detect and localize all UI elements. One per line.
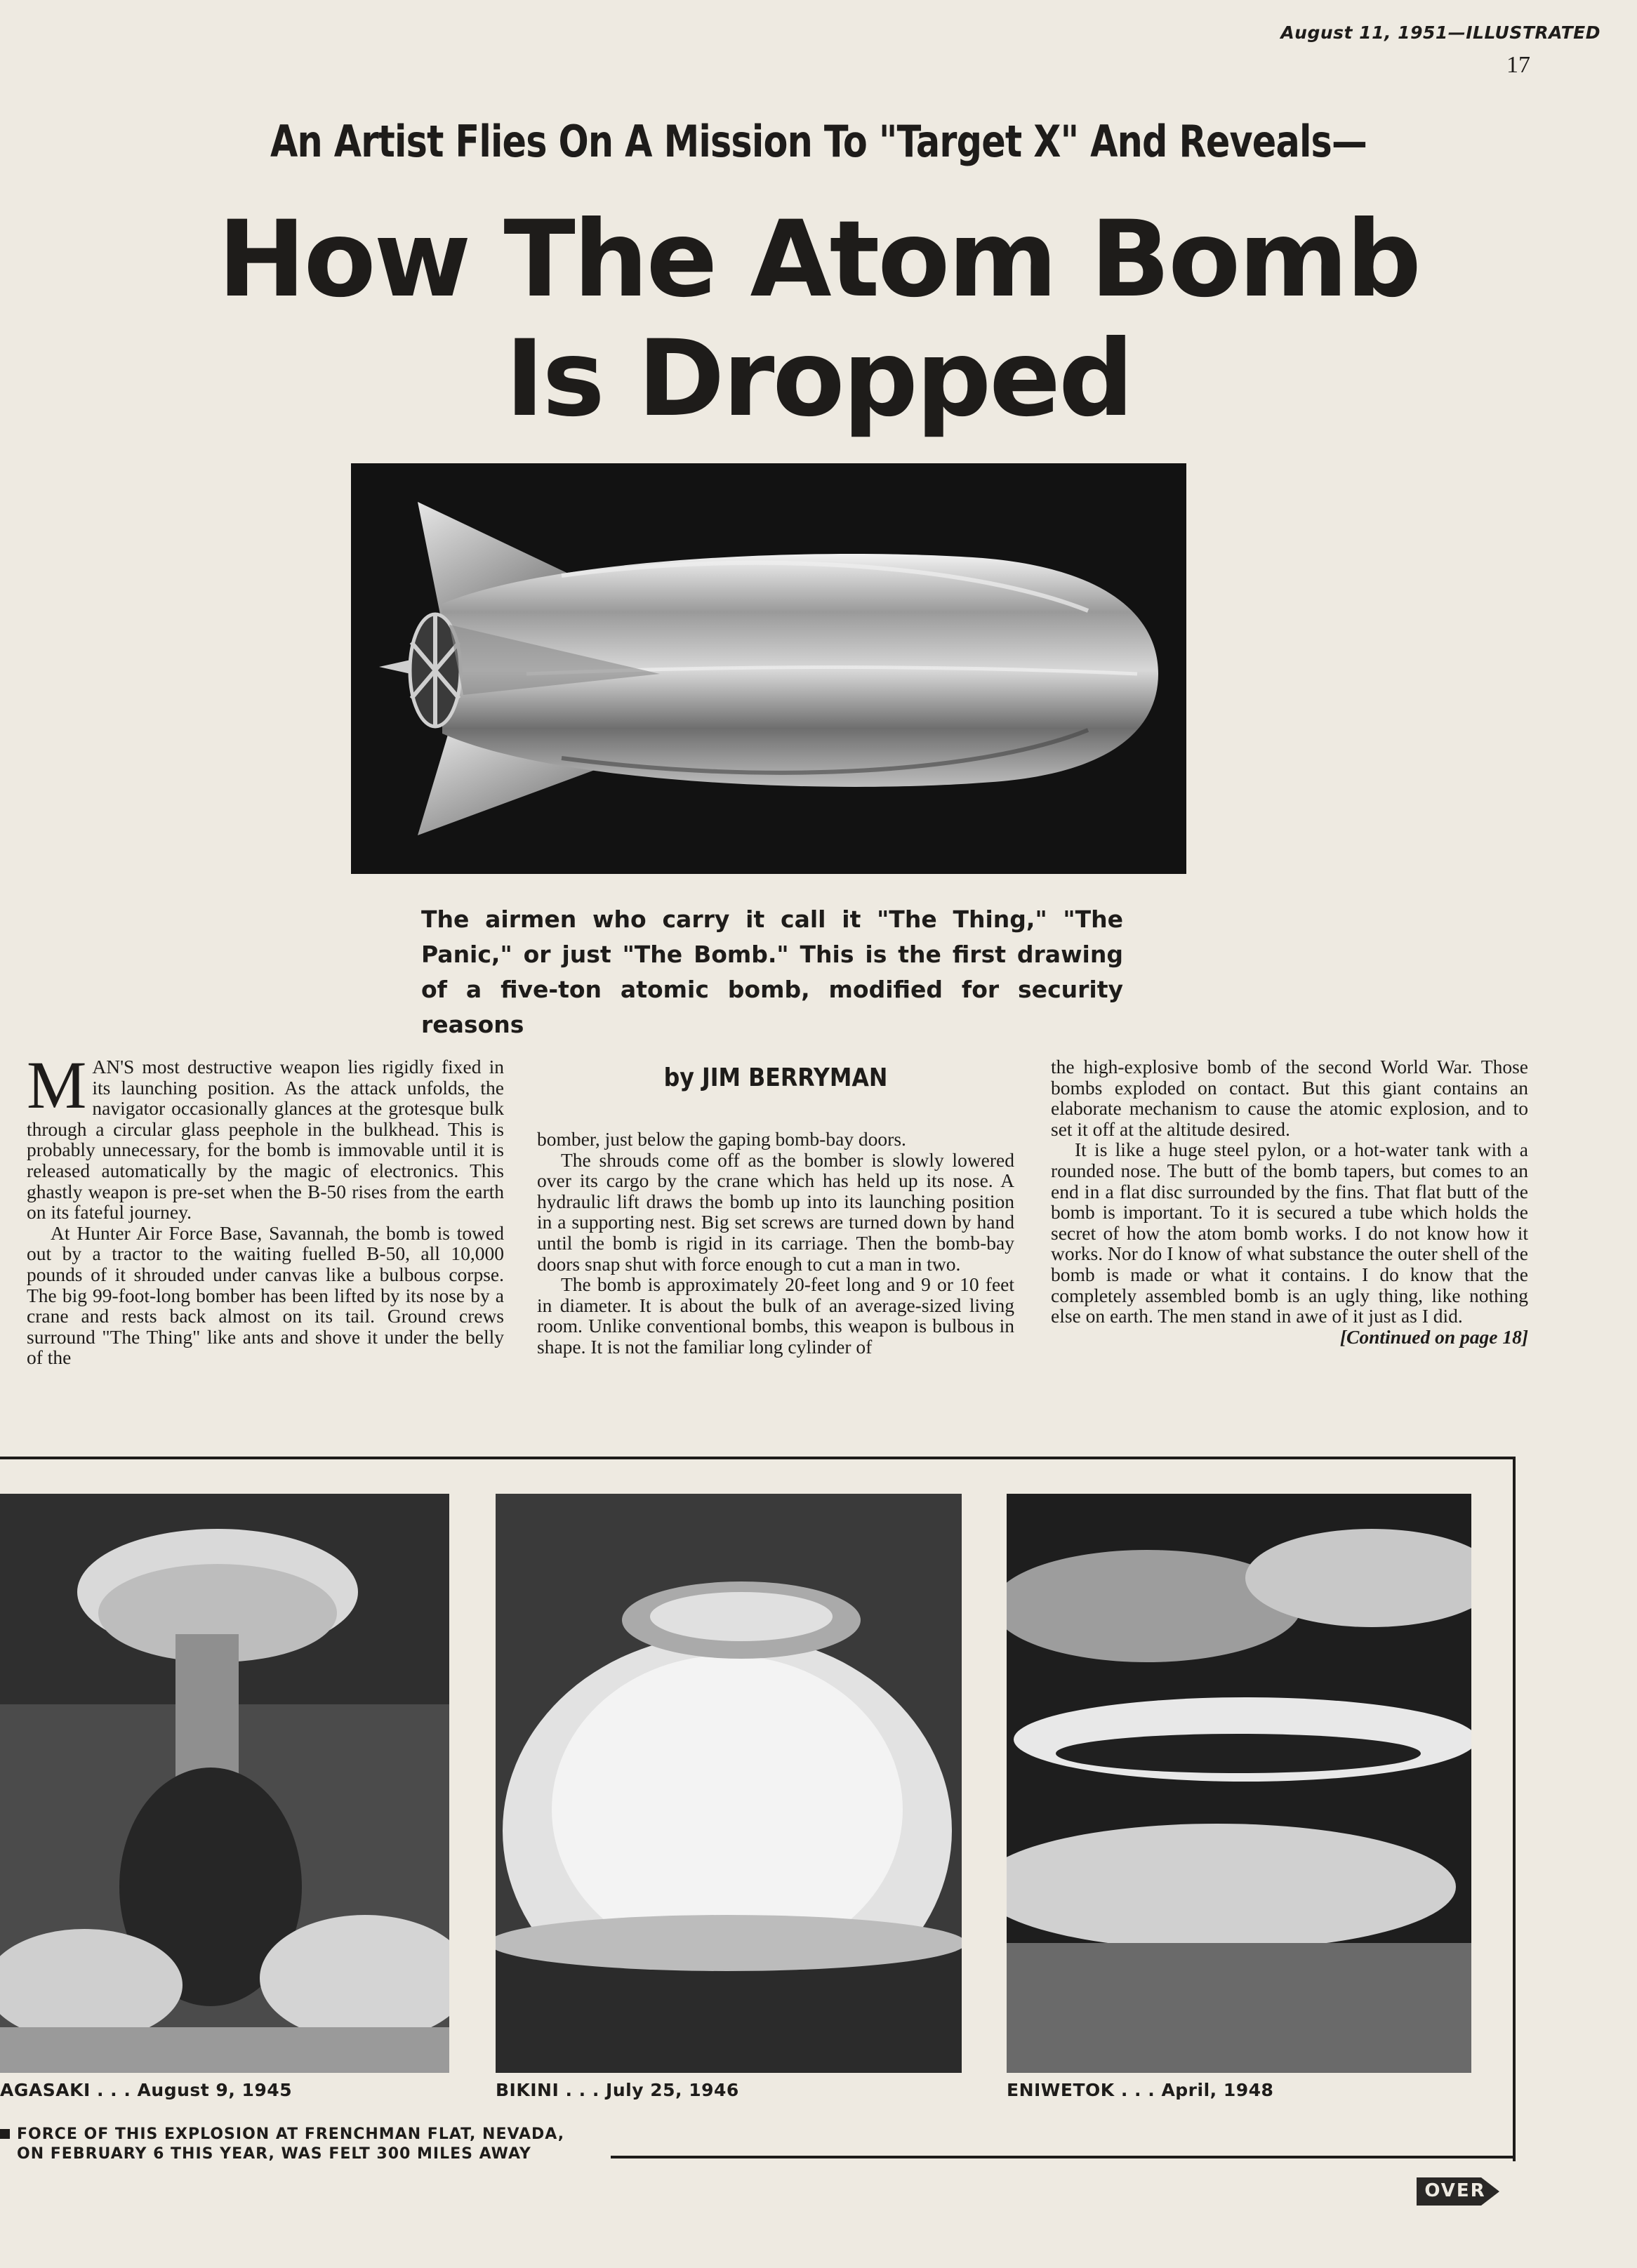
paragraph: It is like a huge steel pylon, or a hot-water tank with a rounded nose. The butt of the bomb tapers, but comes to an end in a flat disc surrounded by the fins. That flat butt of the bomb is important. To it is secured a tube which holds the secret of how the atom bomb works. I do not know how it works. Nor do I know of what substance the outer shell of the bomb is made or what it contains. I do know that the completely assembled bomb is an ugly thing, like nothing else on earth. The men stand in awe of it just as I did. <box>1051 1139 1528 1327</box>
paragraph: the high-explosive bomb of the second World War. Those bombs exploded on contact. But this giant contains an elaborate mechanism to cause the atomic explosion, and to set it off at the altitude desired. <box>1051 1056 1528 1140</box>
continued-link[interactable]: [Continued on page 18] <box>1339 1325 1528 1348</box>
photo-footnote: FORCE OF THIS EXPLOSION AT FRENCHMAN FLAT, NEVADA, ON FEBRUARY 6 THIS YEAR, WAS FELT 300 MILES AWAY <box>0 2125 604 2164</box>
frame-rule <box>611 2156 1516 2158</box>
drop-cap: M <box>27 1047 87 1122</box>
paragraph: bomber, just below the gaping bomb-bay doors. <box>537 1128 906 1150</box>
kicker-headline: An Artist Flies On A Mission To "Target X" And Reveals— <box>270 116 1367 167</box>
article-column-2 <box>537 1129 1014 1358</box>
over-label: OVER <box>1424 2180 1486 2201</box>
paragraph: The shrouds come off as the bomber is slowly lowered over its cargo by the crane which has held up its nose. A hydraulic lift draws the bomb up into its launching position in a supporting nest. Big set screws are turned down by hand until the bomb is rigid in its carriage. Then the bomb-bay doors snap shut with force enough to cut a man in two. <box>537 1148 1014 1275</box>
paragraph: MAN'S most destructive weapon lies rigidly fixed in its launching position. As the attack unfolds, the navigator occasionally glances at the grotesque bulk through a circular glass peephole in the bulkhead. This is probably unnecessary, for the bomb is immovable until it is released automatically by the magic of electronics. This ghastly weapon is pre-set when the B-50 rises from the earth on its fateful journey. <box>27 1047 504 1223</box>
folio-date: August 11, 1951—ILLUSTRATED <box>1280 22 1600 43</box>
article-column-1 <box>27 1047 504 1369</box>
headline-line-1: How The Atom Bomb <box>218 199 1419 321</box>
page-title <box>0 200 1637 439</box>
byline: by JIM BERRYMAN <box>663 1063 888 1092</box>
paragraph: At Hunter Air Force Base, Savannah, the bomb is towed out by a tractor to the waiting fuelled B-50, all 10,000 pounds of it shrouded under canvas like a bulbous corpse. The big 99-foot-long bomber has been lifted by its nose by a crane and rests back almost on its tail. Ground crews surround "The Thing" like ants and shove it under the belly of the <box>27 1221 504 1369</box>
headline-line-2: Is Dropped <box>505 318 1132 440</box>
square-bullet-icon <box>0 2129 10 2139</box>
paragraph: The bomb is approximately 20-feet long and 9 or 10 feet in diameter. It is about the bulk of an average-sized living room. Unlike conventional bombs, this weapon is bulbous in shape. It is not the familiar long cylinder of <box>537 1273 1014 1358</box>
bikini-photo <box>496 1494 962 2073</box>
eniwetok-photo <box>1007 1494 1471 2073</box>
nagasaki-photo <box>0 1494 449 2073</box>
photo-label: AGASAKI . . . August 9, 1945 <box>0 2080 293 2100</box>
illustration-caption: The airmen who carry it call it "The Thing," "The Panic," or just "The Bomb." This is the first drawing of a five-ton atomic bomb, modified for security reasons <box>421 906 1123 1038</box>
photo-label: BIKINI . . . July 25, 1946 <box>496 2080 739 2100</box>
photo-label: ENIWETOK . . . April, 1948 <box>1007 2080 1274 2100</box>
article-column-3 <box>1051 1056 1528 1347</box>
page-number: 17 <box>1506 52 1530 78</box>
bomb-illustration <box>351 463 1186 874</box>
over-button[interactable] <box>1417 2177 1502 2206</box>
